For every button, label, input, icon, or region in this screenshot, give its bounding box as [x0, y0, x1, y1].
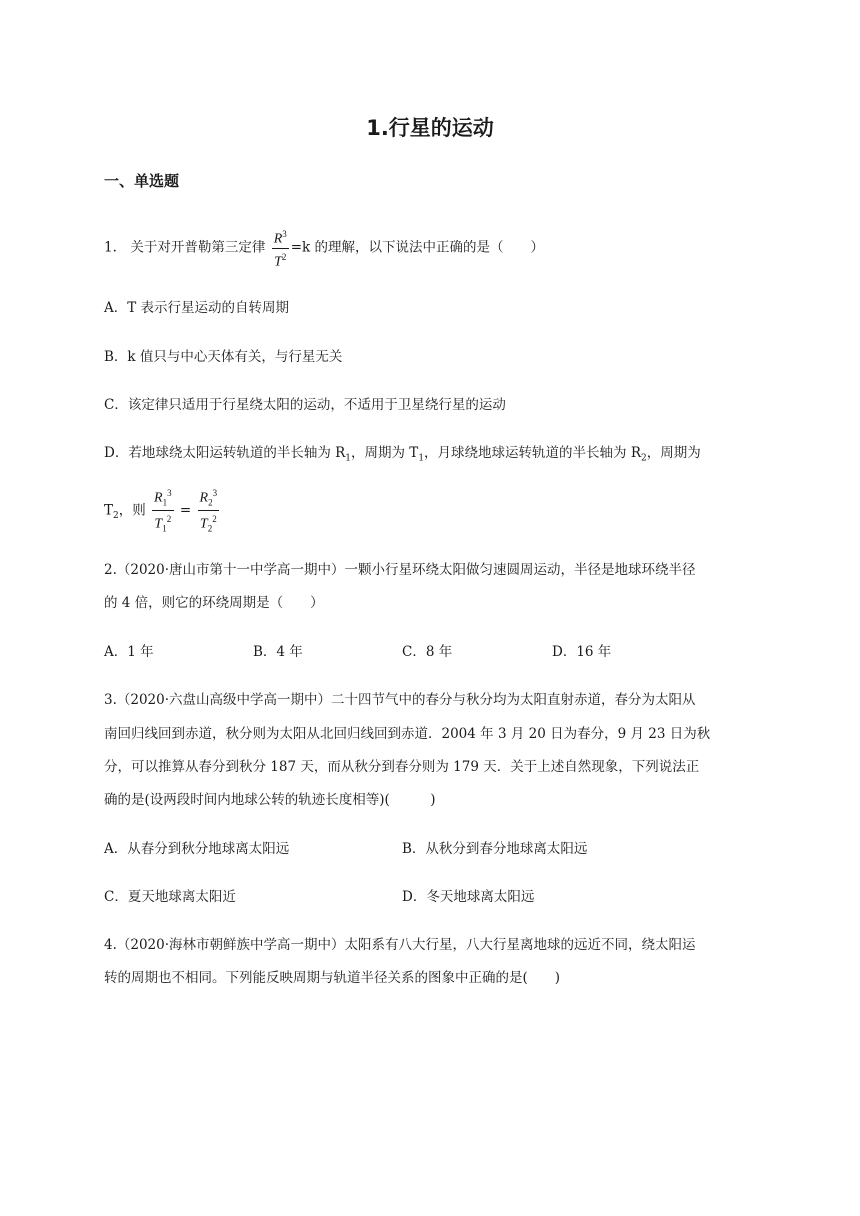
eq-right-numerator-sub: 2 [208, 497, 213, 508]
question-1-prefix: 1. 关于对开普勒第三定律 [104, 239, 266, 256]
question-3-option-b: B．从秋分到春分地球离太阳远 [402, 841, 588, 857]
question-1-option-c: C．该定律只适用于行星绕太阳的运动，不适用于卫星绕行星的运动 [104, 397, 506, 413]
question-2-option-c: C．8 年 [402, 644, 453, 660]
question-2-line-2: 的 4 倍，则它的环绕周期是（ ） [104, 595, 324, 611]
question-4-line-1: 4.（2020·海林市朝鲜族中学高一期中）太阳系有八大行星，八大行星离地球的远近不同，绕太阳运 [104, 937, 696, 953]
question-2-option-d: D．16 年 [552, 644, 612, 660]
eq-right-denominator: T [199, 517, 208, 533]
fraction-denominator-exponent: 2 [281, 251, 287, 262]
eq-left-numerator-sup: 3 [167, 488, 172, 498]
question-3-line-1: 3.（2020·六盘山高级中学高一期中）二十四节气中的春分与秋分均为太阳直射赤道，春分为太阳从 [104, 692, 696, 708]
equation-right-fraction [198, 485, 220, 537]
option-d-subscript-2: 1 [418, 453, 425, 464]
option-d-text-2: ，周期为 T [351, 445, 419, 461]
eq-left-denominator: T [154, 517, 163, 533]
question-1-option-d-line1 [104, 443, 701, 469]
fraction-numerator: R [273, 231, 283, 247]
question-4-line-2: 转的周期也不相同。下列能反映周期与轨道半径关系的图象中正确的是( ) [104, 970, 561, 986]
option-d-text-1: D．若地球绕太阳运转轨道的半长轴为 R [104, 445, 346, 461]
eq-left-numerator: R [154, 490, 163, 506]
question-2-line-1: 2.（2020·唐山市第十一中学高一期中）一颗小行星环绕太阳做匀速圆周运动，半径是地球环绕半径 [104, 562, 696, 578]
option-d-text-4: ，周期为 [646, 445, 701, 461]
option-d-subscript-1: 1 [345, 453, 352, 464]
fraction-denominator: T [274, 254, 282, 270]
eq-right-denominator-sub: 2 [207, 523, 213, 534]
question-3-line-2: 南回归线回到赤道，秋分则为太阳从北回归线回到赤道．2004 年 3 月 20 日为春分，9 月 23 日为秋 [104, 726, 711, 742]
option-d-subscript-4: 2 [113, 511, 119, 522]
kepler-fraction [272, 226, 289, 270]
question-3-option-a: A．从春分到秋分地球离太阳远 [104, 841, 290, 857]
eq-left-numerator-sub: 1 [162, 497, 168, 508]
question-1-stem [104, 226, 544, 270]
eq-right-numerator: R [199, 490, 209, 506]
question-3-line-4: 确的是(设两段时间内地球公转的轨迹长度相等)( ) [104, 792, 436, 808]
question-1-option-a: A．T 表示行星运动的自转周期 [104, 300, 290, 316]
question-1-option-d-line2 [104, 485, 221, 537]
eq-left-denominator-sub: 1 [162, 523, 167, 534]
page-title: 1.行星的运动 [366, 116, 494, 140]
section-heading: 一、单选题 [104, 172, 180, 190]
option-d-subscript-3: 2 [641, 453, 647, 464]
question-1-suffix: =k 的理解，以下说法中正确的是（ ） [290, 239, 545, 256]
eq-right-denominator-sup: 2 [212, 514, 217, 525]
question-3-option-c: C．夏天地球离太阳近 [104, 889, 236, 905]
option-d-text-6: ，则 [118, 502, 146, 519]
eq-left-denominator-sup: 2 [166, 514, 172, 525]
fraction-numerator-exponent: 3 [282, 229, 287, 239]
question-3-line-3: 分，可以推算从春分到秋分 187 天，而从秋分到春分则为 179 天．关于上述自然现象，下列说法正 [104, 759, 700, 775]
option-d-text-3: ，月球绕地球运转轨道的半长轴为 R [424, 445, 642, 461]
eq-right-numerator-sup: 3 [212, 488, 218, 498]
question-1-option-b: B．k 值只与中心天体有关，与行星无关 [104, 349, 343, 365]
question-3-option-d: D．冬天地球离太阳远 [402, 889, 535, 905]
question-2-option-a: A．1 年 [104, 644, 154, 660]
option-d-text-5: T [104, 502, 114, 519]
equation-left-fraction [152, 485, 174, 537]
question-2-option-b: B．4 年 [253, 644, 303, 660]
equals-sign: = [179, 502, 192, 519]
